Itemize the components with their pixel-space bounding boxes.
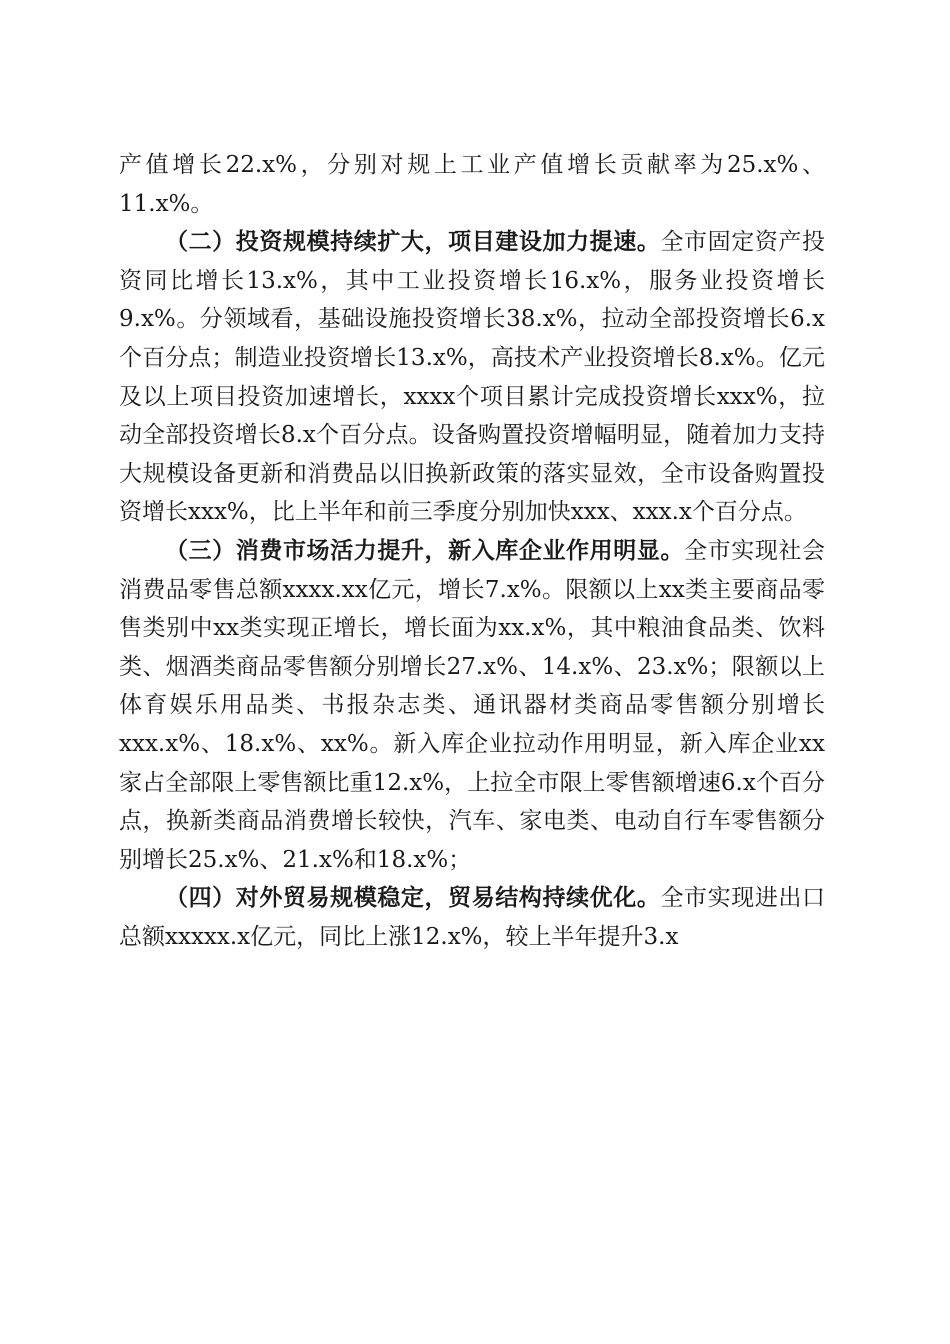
section-heading-investment: （二）投资规模持续扩大，项目建设加力提速。 [165,228,661,256]
paragraph-text: 产值增长22.x%，分别对规上工业产值增长贡献率为25.x%、11.x%。 [119,152,825,217]
section-heading-consumption: （三）消费市场活力提升，新入库企业作用明显。 [165,536,685,564]
paragraph-continuation [119,146,825,223]
paragraph-trade [119,879,825,956]
paragraph-text: 全市固定资产投资同比增长13.x%，其中工业投资增长16.x%，服务业投资增长9.x%。分领域看，基础设施投资增长38.x%，拉动全部投资增长6.x个百分点；制造业投资增长13.x%，高技术产业投资增长8.x%。亿元及以上项目投资加速增长，xxxx个项目累计完成投资增长xxx%，拉动全部投资增长8.x个百分点。设备购置投资增幅明显，随着加力支持大规模设备更新和消费品以旧换新政策的落实显效，全市设备购置投资增长xxx%，比上半年和前三季度分别加快xxx、xxx.x个百分点。 [119,229,826,526]
section-heading-trade: （四）对外贸易规模稳定，贸易结构持续优化。 [165,884,661,912]
document-body [119,146,825,956]
paragraph-investment [119,223,825,532]
paragraph-text: 全市实现社会消费品零售总额xxxx.xx亿元，增长7.x%。限额以上xx类主要商品零售类别中xx类实现正增长，增长面为xx.x%，其中粮油食品类、饮料类、烟酒类商品零售额分别增长27.x%、14.x%、23.x%；限额以上体育娱乐用品类、书报杂志类、通讯器材类商品零售额分别增长xxx.x%、18.x%、xx%。新入库企业拉动作用明显，新入库企业xx家占全部限上零售额比重12.x%，上拉全市限上零售额增速6.x个百分点，换新类商品消费增长较快，汽车、家电类、电动自行车零售额分别增长25.x%、21.x%和18.x%； [119,537,826,873]
paragraph-text: 全市实现进出口总额xxxxx.x亿元，同比上涨12.x%，较上半年提升3.x [119,885,826,950]
paragraph-consumption [119,532,825,879]
